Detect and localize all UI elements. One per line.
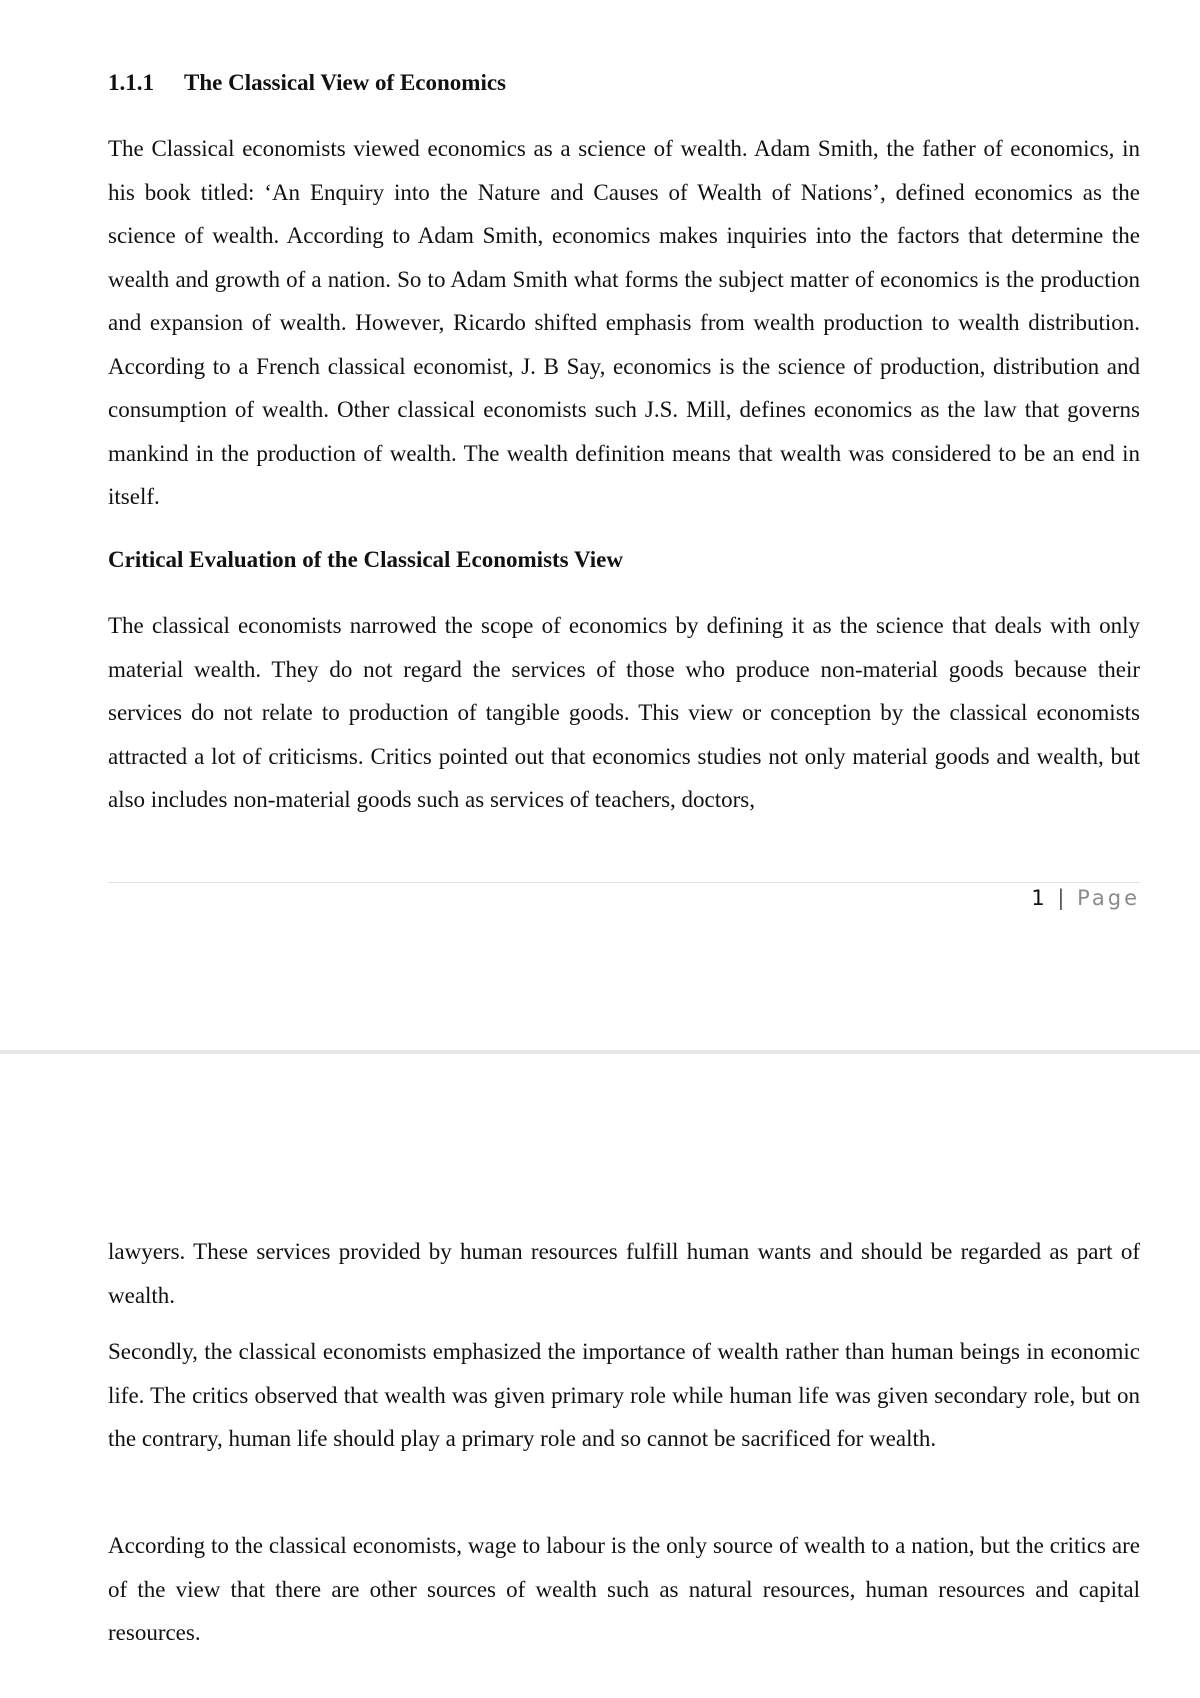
subheading-block (108, 545, 1140, 575)
classical-view-paragraph: The Classical economists viewed economics as a science of wealth. Adam Smith, the father of economics, in his book titled: ‘An Enquiry into the Nature and Causes of Wealth of Nations’, defined economics as the science of wealth. According to Adam Smith, economics makes inquiries into the factors that determine the wealth and growth of a nation. So to Adam Smith what forms the subject matter of economics is the production and expansion of wealth. However, Ricardo shifted emphasis from wealth production to wealth distribution. According to a French classical economist, J. B Say, economics is the science of production, distribution and consumption of wealth. Other classical economists such J.S. Mill, defines economics as the law that governs mankind in the production of wealth. The wealth definition means that wealth was considered to be an end in itself. (108, 136, 1140, 509)
wage-labour-paragraph: According to the classical economists, wage to labour is the only source of wealth to a nation, but the critics are of the view that there are other sources of wealth such as natural resources, human resources and capital resources. (108, 1533, 1140, 1645)
secondly-paragraph: Secondly, the classical economists emphasized the importance of wealth rather than human beings in economic life. The critics observed that wealth was given primary role while human life was given secondary role, but on the contrary, human life should play a primary role and so cannot be sacrificed for wealth. (108, 1339, 1140, 1451)
body-paragraph (108, 127, 1140, 519)
section-title: The Classical View of Economics (184, 70, 506, 95)
body-paragraph (108, 1524, 1140, 1655)
section-heading (108, 68, 1140, 98)
page-number: 1 (1031, 886, 1048, 910)
body-paragraph (108, 1330, 1140, 1461)
continuation-paragraph: lawyers. These services provided by human resources fulfill human wants and should be regarded as part of wealth. (108, 1239, 1140, 1308)
subheading: Critical Evaluation of the Classical Economists View (108, 547, 623, 572)
body-paragraph (108, 604, 1140, 822)
page-footer (1031, 884, 1140, 912)
footer-separator: | (1057, 886, 1068, 910)
document-page-2 (0, 1054, 1200, 1698)
footer-page-label: Page (1077, 886, 1140, 910)
footer-divider (108, 882, 1140, 883)
section-number: 1.1.1 (108, 70, 154, 95)
body-paragraph (108, 1230, 1140, 1317)
critical-evaluation-paragraph: The classical economists narrowed the scope of economics by defining it as the science that deals with only material wealth. They do not regard the services of those who produce non-material goods because their services do not relate to production of tangible goods. This view or conception by the classical economists attracted a lot of criticisms. Critics pointed out that economics studies not only material goods and wealth, but also includes non-material goods such as services of teachers, doctors, (108, 613, 1140, 812)
